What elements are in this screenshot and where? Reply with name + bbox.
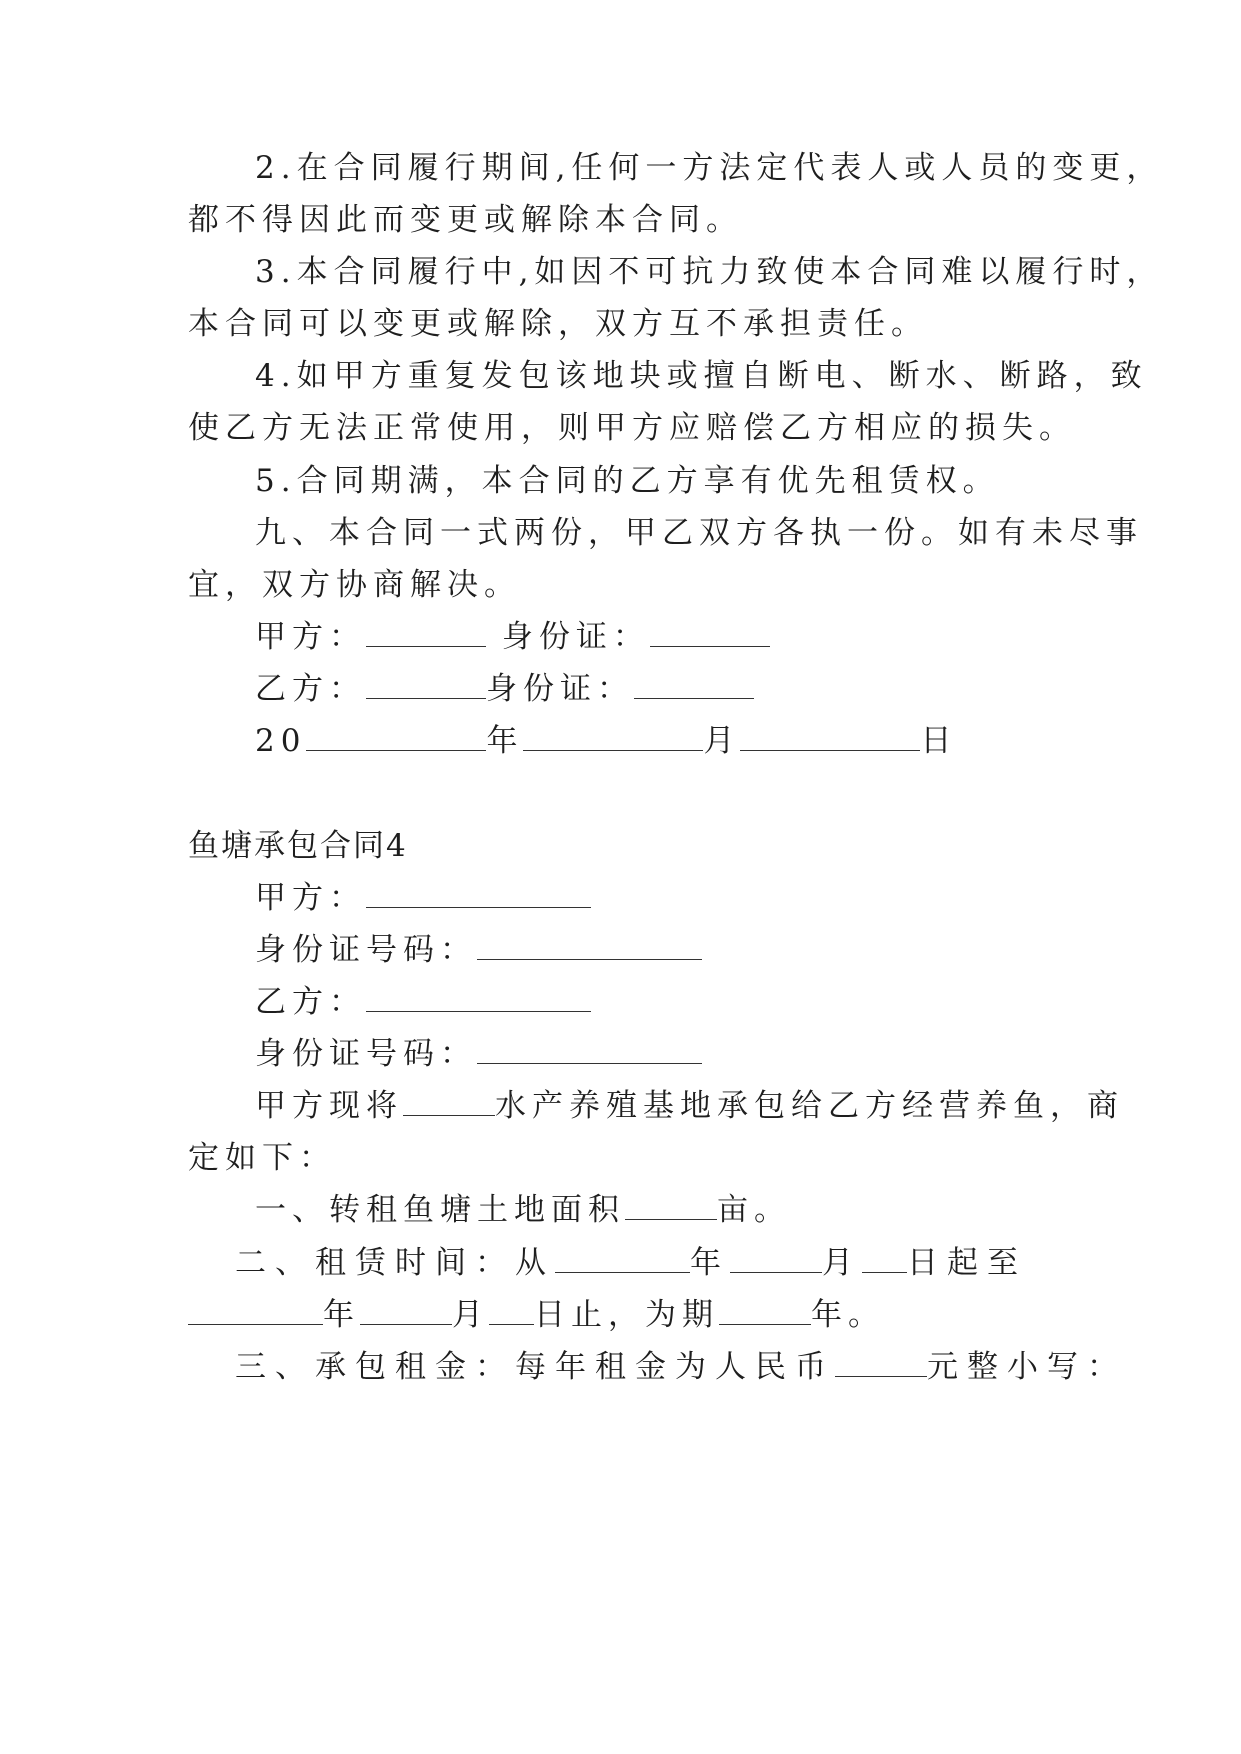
label-id-b: 身份证号码：	[255, 1036, 477, 1072]
date-line	[255, 721, 957, 761]
blank-field	[366, 618, 486, 647]
blank-field	[625, 1191, 717, 1220]
paragraph-line: 本合同可以变更或解除，双方互不承担责任。	[188, 306, 928, 342]
clause-1	[255, 1190, 791, 1230]
day-label: 日	[920, 723, 958, 759]
blank-field	[306, 722, 486, 751]
blank-field	[730, 1244, 822, 1273]
blank-field	[360, 1296, 452, 1325]
blank-field	[634, 670, 754, 699]
paragraph-line: 3.本合同履行中,如因不可抗力致使本合同难以履行时，	[255, 254, 1164, 290]
blank-field	[366, 670, 486, 699]
clause-text: 一、转租鱼塘土地面积	[255, 1192, 625, 1228]
label-id-a: 身份证：	[501, 619, 650, 655]
intro-line	[255, 1086, 1124, 1126]
month-label: 月	[452, 1297, 489, 1333]
clause-2-cont	[188, 1295, 885, 1335]
blank-field	[489, 1296, 534, 1325]
clause-text: 亩。	[717, 1192, 791, 1228]
clause-2	[235, 1243, 1027, 1283]
section-title: 鱼塘承包合同4	[188, 828, 408, 864]
label-party-a: 甲方：	[255, 880, 366, 916]
paragraph-line: 2.在合同履行期间,任何一方法定代表人或人员的变更，	[255, 150, 1164, 186]
label-party-b: 乙方：	[255, 984, 366, 1020]
blank-field	[835, 1348, 927, 1377]
year-label: 年	[486, 723, 524, 759]
label-id-b: 身份证：	[486, 671, 634, 707]
clause-text: 日起至	[907, 1245, 1027, 1281]
signature-line-party-b	[255, 669, 754, 709]
paragraph-line: 5.合同期满，本合同的乙方享有优先租赁权。	[255, 463, 1000, 499]
clause-text: 元整小写：	[927, 1349, 1127, 1385]
blank-field	[740, 722, 920, 751]
blank-field	[366, 983, 591, 1012]
blank-field	[477, 1035, 702, 1064]
clause-text: 日止，为期	[534, 1297, 719, 1333]
paragraph-line: 都不得因此而变更或解除本合同。	[188, 202, 743, 238]
label-party-a: 甲方：	[255, 619, 366, 655]
field-party-b	[255, 982, 591, 1022]
label-party-b: 乙方：	[255, 671, 366, 707]
blank-field	[366, 879, 591, 908]
paragraph-line: 使乙方无法正常使用，则甲方应赔偿乙方相应的损失。	[188, 410, 1076, 446]
field-id-a	[255, 930, 702, 970]
field-id-b	[255, 1034, 702, 1074]
year-prefix: 20	[255, 723, 307, 759]
clause-text: 二、租赁时间：从	[235, 1245, 555, 1281]
paragraph-line: 九、本合同一式两份，甲乙双方各执一份。如有未尽事	[255, 515, 1143, 551]
clause-text: 三、承包租金：每年租金为人民币	[235, 1349, 835, 1385]
intro-line: 定如下：	[188, 1140, 336, 1176]
blank-field	[862, 1244, 907, 1273]
field-party-a	[255, 878, 591, 918]
signature-line-party-a	[255, 617, 770, 657]
year-label: 年	[323, 1297, 360, 1333]
intro-text: 水产养殖基地承包给乙方经营养鱼，商	[495, 1088, 1124, 1124]
blank-field	[555, 1244, 690, 1273]
clause-3	[235, 1347, 1127, 1387]
intro-text: 甲方现将	[255, 1088, 403, 1124]
blank-field	[523, 722, 703, 751]
month-label: 月	[703, 723, 741, 759]
blank-field	[403, 1087, 495, 1116]
blank-field	[188, 1296, 323, 1325]
blank-field	[719, 1296, 811, 1325]
label-id-a: 身份证号码：	[255, 932, 477, 968]
paragraph-line: 宜，双方协商解决。	[188, 567, 521, 603]
blank-field	[650, 618, 770, 647]
blank-field	[477, 931, 702, 960]
clause-text: 年。	[811, 1297, 885, 1333]
year-label: 年	[690, 1245, 730, 1281]
paragraph-line: 4.如甲方重复发包该地块或擅自断电、断水、断路，致	[255, 358, 1148, 394]
month-label: 月	[822, 1245, 862, 1281]
